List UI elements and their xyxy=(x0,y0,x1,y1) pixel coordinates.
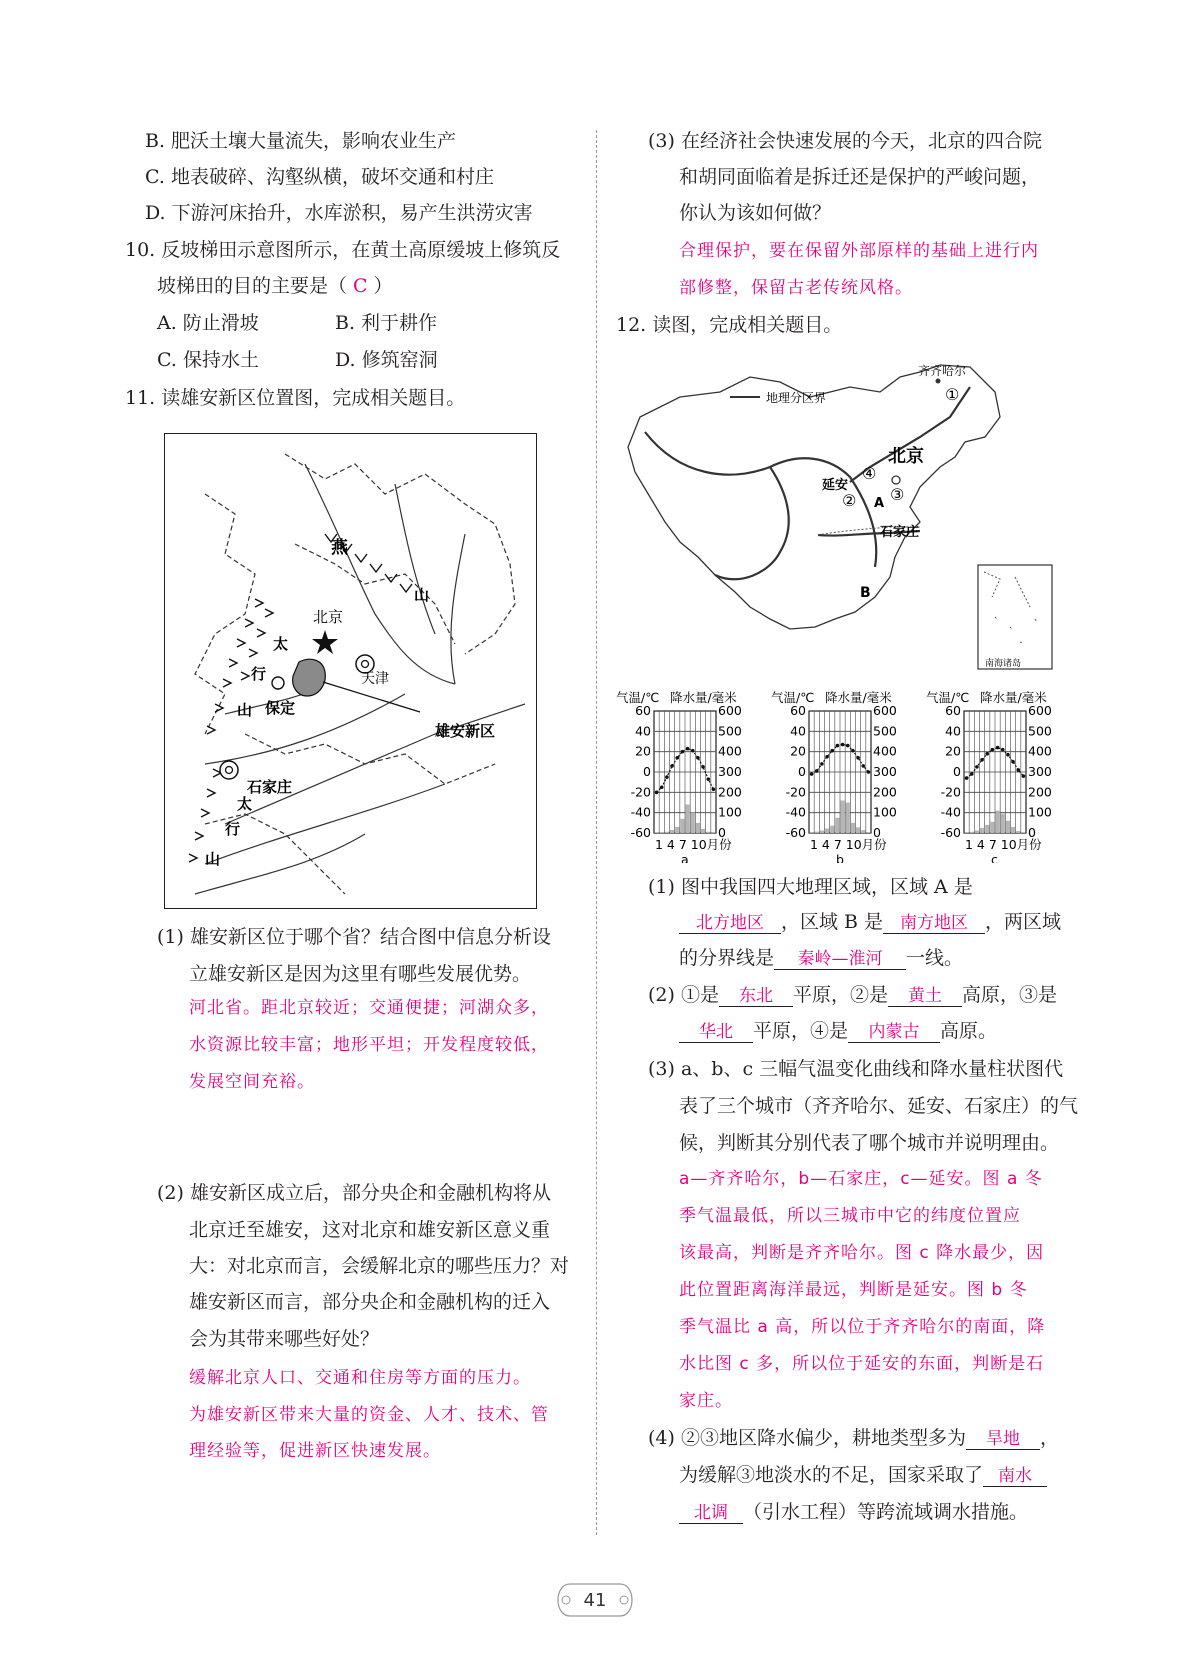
chart-a-temp-point xyxy=(696,756,700,760)
chart-b-temp-tick: -40 xyxy=(785,804,806,820)
q12-2-m2: 高原，③是 xyxy=(961,984,1057,1006)
q12-4-line1 xyxy=(648,1426,1059,1450)
q12-3-answer-line3: 该最高，判断是齐齐哈尔。图 c 降水最少，因 xyxy=(679,1243,1045,1263)
chart-b-precip-bar xyxy=(866,832,870,833)
chart-b-temp-point xyxy=(836,744,840,748)
q12-3-answer-line2: 季气温最低，所以三城市中它的纬度位置应 xyxy=(679,1206,1021,1226)
q12-4-answer-2a: 南水 xyxy=(983,1466,1047,1487)
china-region-map xyxy=(620,357,1056,677)
q11-3-line3: 你认为该如何做？ xyxy=(679,202,832,224)
chart-c-temp-point xyxy=(1001,748,1005,752)
chart-a-precip-bar xyxy=(660,832,664,833)
chart-b-ylabel: 气温/℃ xyxy=(771,690,815,705)
q11-1-answer-line3: 发展空间充裕。 xyxy=(189,1072,315,1092)
chart-a-temp-point xyxy=(681,750,685,754)
chart-a-temp-tick: 40 xyxy=(635,723,651,739)
chart-a-temp-point xyxy=(675,756,679,760)
chart-a-temp-point xyxy=(701,765,705,769)
chart-b-temp-point xyxy=(851,749,855,753)
label-xing-2: 行 xyxy=(225,820,241,838)
label-region-b: B xyxy=(860,585,871,601)
chart-c-precip-tick: 300 xyxy=(1028,764,1052,779)
chart-b-temp-point xyxy=(867,770,871,774)
chart-a-precip-tick: 0 xyxy=(718,825,726,840)
q11-2-line3: 大：对北京而言，会缓解北京的哪些压力？对 xyxy=(189,1255,570,1277)
chart-c-precip-bar xyxy=(1016,831,1020,833)
chart-c-month-ticks: 1 4 7 10月份 xyxy=(965,837,1042,852)
chart-c-ylabel: 气温/℃ xyxy=(926,690,970,705)
q11-2-line1: (2) 雄安新区成立后，部分央企和金融机构将从 xyxy=(157,1182,551,1204)
chart-a-precip-tick: 200 xyxy=(718,784,742,800)
q12-stem: 12. 读图，完成相关题目。 xyxy=(616,314,843,336)
chart-c-temp-point xyxy=(996,746,1000,750)
chart-a-precip-bar xyxy=(696,823,700,833)
q12-2-answer-4: 内蒙古 xyxy=(848,1022,940,1043)
label-circle-4: ④ xyxy=(862,464,877,483)
q12-1-mid1: ，区域 B 是 xyxy=(781,911,884,933)
chart-a-temp-tick: -20 xyxy=(630,784,651,800)
chart-a-temp-point xyxy=(655,791,659,795)
chart-a-label: a xyxy=(681,852,689,863)
q12-4-answer-2b: 北调 xyxy=(679,1503,743,1524)
q12-3-answer-line1: a—齐齐哈尔，b—石家庄，c—延安。图 a 冬 xyxy=(679,1169,1043,1189)
q12-2-answer-3: 华北 xyxy=(679,1022,753,1043)
q12-2-line1 xyxy=(648,983,1057,1007)
label-shijiazhuang-cn: 石家庄 xyxy=(880,525,920,540)
q10-option-a: A. 防止滑坡 xyxy=(157,312,259,334)
q12-2-pre: (2) ①是 xyxy=(648,984,719,1006)
label-qiqihaer: 齐齐哈尔 xyxy=(918,364,967,378)
chart-b-precip-bar xyxy=(856,827,860,833)
q10-stem-line2 xyxy=(157,274,393,298)
label-circle-3: ③ xyxy=(890,485,905,504)
chart-a-temp-tick: 60 xyxy=(635,703,651,718)
chart-c-precip-tick: 500 xyxy=(1028,723,1052,739)
chart-b-precip-bar xyxy=(825,829,829,833)
chart-a-temp-point xyxy=(665,775,669,779)
chart-b-temp-tick: 20 xyxy=(790,743,806,759)
chart-b-temp-point xyxy=(856,756,860,760)
label-beijing-cn: 北京 xyxy=(888,446,924,467)
chart-c-temp-point xyxy=(980,758,984,762)
chart-c-temp-tick: 0 xyxy=(953,764,961,779)
chart-b-temp-point xyxy=(825,755,829,759)
chart-c-precip-bar xyxy=(965,832,969,833)
chart-a-precip-tick: 600 xyxy=(718,703,742,718)
chart-b-temp-point xyxy=(846,744,850,748)
q12-2-answer-1: 东北 xyxy=(719,986,793,1007)
q12-2-m3: 平原，④是 xyxy=(753,1020,849,1042)
q12-1-mid2: ，两区域 xyxy=(985,911,1062,933)
q11-2-answer-line1: 缓解北京人口、交通和住房等方面的压力。 xyxy=(189,1368,531,1388)
q12-1-answer-a: 北方地区 xyxy=(679,913,781,934)
chart-a-precip-bar xyxy=(686,805,690,833)
q11-stem: 11. 读雄安新区位置图，完成相关题目。 xyxy=(125,387,466,409)
chart-a-ylabel: 气温/℃ xyxy=(616,690,660,705)
label-xing-1: 行 xyxy=(251,665,267,683)
label-nanhai: 南海诸岛 xyxy=(985,659,1022,669)
chart-b-precip-bar xyxy=(810,832,814,833)
q12-3-answer-line7: 家庄。 xyxy=(679,1391,733,1411)
q12-3-answer-line4: 此位置距离海洋最远，判断是延安。图 b 冬 xyxy=(679,1280,1028,1300)
q9-option-c: C. 地表破碎、沟壑纵横，破坏交通和村庄 xyxy=(145,166,494,188)
chart-a-precip-bar xyxy=(670,830,674,833)
chart-b-precip-bar xyxy=(830,826,834,833)
climate-charts xyxy=(616,688,1076,863)
chart-c-precip-tick: 100 xyxy=(1028,804,1052,820)
q12-4-line3 xyxy=(679,1500,1028,1524)
china-map-svg xyxy=(620,357,1056,677)
chart-b-temp-point xyxy=(820,762,824,766)
chart-b-temp-point xyxy=(810,772,814,776)
q11-3-line1: (3) 在经济社会快速发展的今天，北京的四合院 xyxy=(648,130,1042,152)
q12-1-answer-b: 南方地区 xyxy=(883,913,985,934)
chart-c-temp-tick: -20 xyxy=(940,784,961,800)
label-shan-1: 山 xyxy=(237,701,253,719)
chart-b-precip-tick: 600 xyxy=(873,703,897,718)
chart-b-precip-bar xyxy=(841,800,845,833)
label-tai-2: 太 xyxy=(237,795,253,813)
q12-4-post2: （引水工程）等跨流域调水措施。 xyxy=(743,1501,1029,1523)
chart-c-temp-point xyxy=(1011,760,1015,764)
label-shijiazhuang: 石家庄 xyxy=(247,778,293,796)
chart-b-temp-point xyxy=(841,743,845,747)
q11-3-answer-line2: 部修整，保留古老传统风格。 xyxy=(679,278,913,298)
chart-c-precip-bar xyxy=(1011,827,1015,833)
chart-b-precip-tick: 400 xyxy=(873,743,897,759)
chart-c-temp-point xyxy=(985,752,989,756)
chart-a-precip-bar xyxy=(706,832,710,833)
q12-1-line2 xyxy=(679,910,1061,934)
q9-option-b: B. 肥沃土壤大量流失，影响农业生产 xyxy=(145,130,457,152)
chart-b-temp-tick: 60 xyxy=(790,703,806,718)
chart-c-temp-point xyxy=(1006,753,1010,757)
chart-b-temp-point xyxy=(815,769,819,773)
chart-b-precip-bar xyxy=(846,803,850,834)
q11-1-answer-line1: 河北省。距北京较近；交通便捷；河湖众多， xyxy=(189,998,549,1018)
chart-b-ylabel2: 降水量/毫米 xyxy=(825,690,892,705)
q10-stem-post: ） xyxy=(373,275,393,297)
chart-b-precip-tick: 300 xyxy=(873,764,897,779)
chart-b-temp-tick: -20 xyxy=(785,784,806,800)
q11-2-line5: 会为其带来哪些好处？ xyxy=(189,1328,380,1350)
label-shan: 山 xyxy=(414,586,430,604)
chart-c-precip-bar xyxy=(970,832,974,833)
chart-a-temp-point xyxy=(686,747,690,751)
q10-answer: C xyxy=(353,275,368,297)
q12-4-post1: ， xyxy=(1039,1427,1059,1449)
chart-a-precip-bar xyxy=(655,832,659,833)
q11-1-answer-line2: 水资源比较丰富；地形平坦；开发程度较低， xyxy=(189,1035,549,1055)
page-number-badge xyxy=(556,1578,634,1622)
beijing-star xyxy=(312,630,338,654)
chart-a-temp-tick: 0 xyxy=(643,764,651,779)
chart-b-temp-tick: 40 xyxy=(790,723,806,739)
q12-4-answer-1: 旱地 xyxy=(966,1429,1040,1450)
chart-a-precip-tick: 400 xyxy=(718,743,742,759)
q12-4-line2 xyxy=(679,1463,1047,1487)
label-yan: 燕 xyxy=(331,538,348,558)
label-yanan: 延安 xyxy=(822,478,849,493)
q12-4-mid: 为缓解③地淡水的不足，国家采取了 xyxy=(679,1464,984,1486)
label-circle-1: ① xyxy=(945,385,960,404)
qiqihaer-dot xyxy=(936,379,941,384)
label-shan-2: 山 xyxy=(205,850,221,868)
chart-a-precip-bar xyxy=(711,832,715,833)
shijiazhuang-symbol xyxy=(220,761,238,779)
q11-2-line4: 雄安新区而言，部分央企和金融机构的迁入 xyxy=(189,1291,551,1313)
province-borders xyxy=(195,454,515,894)
beijing-symbol xyxy=(892,476,900,484)
q12-1-line3 xyxy=(679,946,963,970)
label-tai-1: 太 xyxy=(273,635,289,653)
chart-a-precip-bar xyxy=(675,827,679,833)
chart-b-precip-tick: 100 xyxy=(873,804,897,820)
q12-3-answer-line6: 水比图 c 多，所以位于延安的东面，判断是石 xyxy=(679,1354,1045,1374)
q11-2-answer-line2: 为雄安新区带来大量的资金、人才、技术、管 xyxy=(189,1405,549,1425)
chart-b-precip-bar xyxy=(851,823,855,833)
chart-c-temp-tick: 60 xyxy=(945,703,961,718)
q12-1-mid3: 的分界线是 xyxy=(679,947,775,969)
q12-1-post: 一线。 xyxy=(906,947,964,969)
chart-a-precip-tick: 300 xyxy=(718,764,742,779)
q10-stem-line1: 10. 反坡梯田示意图所示，在黄土高原缓坡上修筑反 xyxy=(125,239,561,261)
chart-c-temp-tick: 20 xyxy=(945,743,961,759)
label-baoding: 保定 xyxy=(265,699,296,717)
chart-c-precip-bar xyxy=(1021,832,1025,833)
chart-c-temp-point xyxy=(991,748,995,752)
q12-3-answer-line5: 季气温比 a 高，所以位于齐齐哈尔的南面，降 xyxy=(679,1317,1046,1337)
label-circle-2: ② xyxy=(842,491,857,510)
chart-c-precip-bar xyxy=(980,828,984,833)
chart-c-temp-tick: 40 xyxy=(945,723,961,739)
chart-a-precip-bar xyxy=(680,819,684,833)
chart-b-precip-bar xyxy=(861,830,865,833)
chart-c-precip-bar xyxy=(985,825,989,833)
q11-2-answer-line3: 理经验等，促进新区快速发展。 xyxy=(189,1441,441,1461)
chart-c-temp-tick: -60 xyxy=(940,825,961,840)
chart-a-temp-point xyxy=(706,777,710,781)
xiongan-area xyxy=(293,659,326,696)
chart-c-temp-tick: -40 xyxy=(940,804,961,820)
page-number-frame xyxy=(556,1578,634,1622)
q12-2-answer-2: 黄土 xyxy=(888,986,962,1007)
chart-a-precip-bar xyxy=(701,829,705,833)
chart-a-month-ticks: 1 4 7 10月份 xyxy=(655,837,732,852)
chart-a-precip-bar xyxy=(691,813,695,833)
chart-b-temp-tick: 0 xyxy=(798,764,806,779)
legend-label: 地理分区界 xyxy=(766,391,827,405)
q12-3-line2: 表了三个城市（齐齐哈尔、延安、石家庄）的气 xyxy=(679,1095,1079,1117)
q12-3-line3: 候，判断其分别代表了哪个城市并说明理由。 xyxy=(679,1132,1060,1154)
label-beijing: 北京 xyxy=(313,608,344,626)
chart-b-temp-tick: -60 xyxy=(785,825,806,840)
label-xiongan: 雄安新区 xyxy=(435,722,496,740)
q10-option-c: C. 保持水土 xyxy=(157,349,259,371)
chart-c-precip-tick: 0 xyxy=(1028,825,1036,840)
q11-1-line1: (1) 雄安新区位于哪个省？结合图中信息分析设 xyxy=(157,926,551,948)
q12-2-post: 高原。 xyxy=(940,1020,998,1042)
chart-c-precip-bar xyxy=(996,811,1000,833)
chart-b-temp-point xyxy=(861,764,865,768)
q10-stem-pre: 坡梯田的目的主要是（ xyxy=(157,275,348,297)
chart-c-label: c xyxy=(991,852,998,863)
chart-a-temp-point xyxy=(691,749,695,753)
chart-b-label: b xyxy=(836,852,844,863)
chart-a-precip-bar xyxy=(665,832,669,833)
q12-4-pre: (4) ②③地区降水偏少，耕地类型多为 xyxy=(648,1427,966,1449)
chart-c-precip-bar xyxy=(975,831,979,833)
chart-c-precip-tick: 400 xyxy=(1028,743,1052,759)
chart-a-temp-tick: -40 xyxy=(630,804,651,820)
q11-3-line2: 和胡同面临着是拆迁还是保护的严峻问题， xyxy=(679,166,1041,188)
q11-2-line2: 北京迁至雄安，这对北京和雄安新区意义重 xyxy=(189,1219,551,1241)
chart-c-temp-point xyxy=(965,776,969,780)
chart-c-ylabel2: 降水量/毫米 xyxy=(980,690,1047,705)
region-boundary-tibet xyxy=(715,467,789,579)
chart-b-precip-bar xyxy=(835,818,839,833)
chart-a-ylabel2: 降水量/毫米 xyxy=(670,690,737,705)
q9-option-d: D. 下游河床抬升，水库淤积，易产生洪涝灾害 xyxy=(145,202,533,224)
chart-c-temp-point xyxy=(1022,774,1026,778)
chart-c-precip-bar xyxy=(990,822,994,833)
q10-option-d: D. 修筑窑洞 xyxy=(335,349,438,371)
label-tianjin: 天津 xyxy=(361,671,389,687)
xiongan-map-svg xyxy=(165,434,536,908)
chart-b-precip-tick: 500 xyxy=(873,723,897,739)
chart-b-precip-bar xyxy=(820,831,824,833)
chart-b-precip-tick: 0 xyxy=(873,825,881,840)
chart-c-temp-point xyxy=(970,772,974,776)
chart-c-precip-tick: 600 xyxy=(1028,703,1052,718)
chart-c-temp-point xyxy=(1016,768,1020,772)
column-divider xyxy=(596,130,597,1535)
chart-a-temp-point xyxy=(670,764,674,768)
q12-3-line1: (3) a、b、c 三幅气温变化曲线和降水量柱状图代 xyxy=(648,1058,1064,1080)
chart-a-precip-tick: 100 xyxy=(718,804,742,820)
chart-a-temp-point xyxy=(712,787,716,791)
q12-2-m1: 平原，②是 xyxy=(792,984,888,1006)
chart-b-precip-tick: 200 xyxy=(873,784,897,800)
chart-b-month-ticks: 1 4 7 10月份 xyxy=(810,837,887,852)
climate-charts-svg xyxy=(616,688,1076,863)
page-number: 41 xyxy=(583,1590,607,1611)
q12-1-line1: (1) 图中我国四大地理区域，区域 A 是 xyxy=(648,876,973,898)
label-region-a: A xyxy=(874,496,885,511)
chart-a-precip-tick: 500 xyxy=(718,723,742,739)
baoding-symbol xyxy=(272,677,284,689)
chart-b-temp-point xyxy=(830,749,834,753)
xiongan-location-map xyxy=(164,433,537,909)
chart-c-temp-point xyxy=(975,765,979,769)
chart-a-temp-point xyxy=(660,785,664,789)
q11-1-line2: 立雄安新区是因为这里有哪些发展优势。 xyxy=(189,963,532,985)
chart-c-precip-tick: 200 xyxy=(1028,784,1052,800)
chart-a-temp-tick: -60 xyxy=(630,825,651,840)
chart-a-temp-tick: 20 xyxy=(635,743,651,759)
q11-3-answer-line1: 合理保护，要在保留外部原样的基础上进行内 xyxy=(679,241,1039,261)
chart-b-precip-bar xyxy=(815,832,819,833)
chart-c-precip-bar xyxy=(1001,814,1005,833)
q12-1-answer-line: 秦岭—淮河 xyxy=(774,949,906,970)
south-sea-inset xyxy=(978,565,1052,669)
chart-c-precip-bar xyxy=(1006,821,1010,833)
q12-2-line2 xyxy=(679,1019,997,1043)
q10-option-b: B. 利于耕作 xyxy=(335,312,438,334)
